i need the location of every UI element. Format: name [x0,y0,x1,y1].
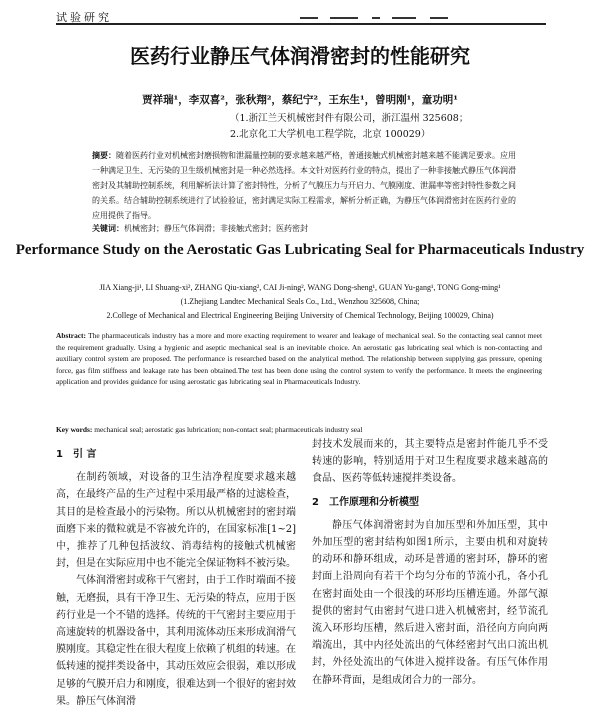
body-column-right [312,436,548,689]
header-section-label: 试验研究 [56,11,112,24]
keywords-english-label: Key words: [56,425,93,434]
body-paragraph: 气体润滑密封或称干气密封，由于工作时端面不接触，无磨损，具有干净卫生、无污染的特点，应用于医药行业是一个不错的选择。传统的干气密封主要应用于高速旋转的机器设备中，其利用流体动压来形成润滑气膜刚度。其稳定性在很大程度上依赖了机组的转速。在低转速的搅拌类设备中，其动压效应会很弱，难以形成足够的气膜开启力和刚度，很难达到一个很好的密封效果。静压气体润滑 [56,575,296,707]
abstract-english-text: The pharmaceuticals industry has a more and more exacting requirement to wearer and leakage of mechanical seal. So the contacting seal cannot meet the requirement gradually. Using a hygienic and aseptic mechanical seal is an inevitable choice. An aerostatic gas lubricating seal which is non-contacting and auxiliary control system are proposed. The performance is researched based on the analytical method. The relationship between supplying gas pressure, opening force, gas film stiffness and leakage rate has been obtained.The test has been done using the control system to verify the performance. It meets the engineering application and provides guidance for using aerostatic gas lubricating seal in Pharmaceuticals Industry. [56,331,543,386]
body-paragraph: 静压气体润滑密封为自加压型和外加压型，其中外加压型的密封结构如图1所示，主要由机和对旋转的动环和静环组成，动环是普通的密封环，静环的密封面上沿周向有若干个均匀分布的节流小孔，各小孔在密封面处由一个很浅的环形均压槽连通。外部气源提供的密封气由密封气进口进入机械密封，经节流孔流入环形均压槽，然后进入密封面，沿径向方向向两端流出，其中内径处流出的气体经密封气出口流出机封，外径处流出的气体进入搅拌设备。有压气体作用在静环背面，是组成闭合力的一部分。 [312,519,548,686]
header-dash [430,17,448,19]
body-paragraph: 在制药领域，对设备的卫生洁净程度要求越来越高，在最终产品的生产过程中采用最严格的过滤检查，其目的是检查最小的污染物。所以从机械密封的密封端面磨下来的微粒就是不容被允许的，在国家标准[1~2]中，推荐了几种包括波纹、消毒结构的接触式机械密封，但是在实际应用中也不能完全保证物料不被污染。 [56,472,296,570]
affiliation-chinese-line1: （1.浙江兰天机械密封件有限公司，浙江温州 325608； [230,113,469,124]
keywords-english-text: mechanical seal; aerostatic gas lubrication; non-contact seal; pharmaceuticals industry seal [94,425,363,434]
header-rule [56,23,546,25]
keywords-english [56,425,542,434]
abstract-chinese-label: 摘要： [92,150,116,160]
title-english: Performance Study on the Aerostatic Gas Lubricating Seal for Pharmaceuticals Industry [15,242,585,258]
keywords-chinese-label: 关键词： [92,223,124,233]
affiliation-chinese-line2: 2.北京化工大学机电工程学院，北京 100029） [230,129,431,140]
abstract-english [56,330,542,388]
authors-chinese: 贾祥瑞¹，李双喜²，张秋翔²，蔡纪宁²，王东生¹，曾明刚¹，童功明¹ [142,94,458,106]
authors-english: JIA Xiang-ji¹, LI Shuang-xi², ZHANG Qiu-xiang², CAI Ji-ning², WANG Dong-sheng¹, GUAN Yu-gang¹, TONG Gong-ming¹ [99,283,501,292]
affiliation-english-line2: 2.College of Mechanical and Electrical Engineering Beijing University of Chemical Technology, Beijing 100029, China) [106,311,494,320]
header-dash [300,17,318,19]
section-heading-introduction: 1 引 言 [56,449,97,460]
body-column-left [56,440,296,710]
affiliation-english-line1: (1.Zhejiang Landtec Mechanical Seals Co., Ltd., Wenzhou 325608, China; [180,297,420,306]
abstract-chinese [92,148,522,223]
keywords-chinese [92,223,522,234]
abstract-chinese-text: 随着医药行业对机械密封磨损物和泄漏量控制的要求越来越严格，普通接触式机械密封越来越不能满足要求。应用一种满足卫生、无污染的卫生级机械密封是一种必然选择。本文针对医药行业的特点，提出了一种非接触式静压气体润滑密封及其辅助控制系统，利用解析法计算了密封特性，分析了气膜压力与开启力、气膜刚度、泄漏率等密封特性参数之间的关系。结合辅助控制系统进行了试验验证，密封满足实际工程需求，解析分析正确，为静压气体润滑密封在医药行业的应用提供了指导。 [92,151,516,220]
section-heading-principle: 2 工作原理和分析模型 [312,496,419,508]
title-chinese: 医药行业静压气体润滑密封的性能研究 [130,44,470,68]
body-paragraph-continued: 封技术发展而来的，其主要特点是密封件能几乎不受转速的影响，特别适用于对卫生程度要求越来越高的食品、医药等低转速搅拌类设备。 [312,439,548,485]
abstract-english-label: Abstract: [56,331,86,340]
header-dash [372,17,380,19]
keywords-chinese-text: 机械密封；静压气体润滑；非接触式密封；医药密封 [124,224,308,233]
header-dash [330,17,358,19]
header-dash [392,17,416,19]
